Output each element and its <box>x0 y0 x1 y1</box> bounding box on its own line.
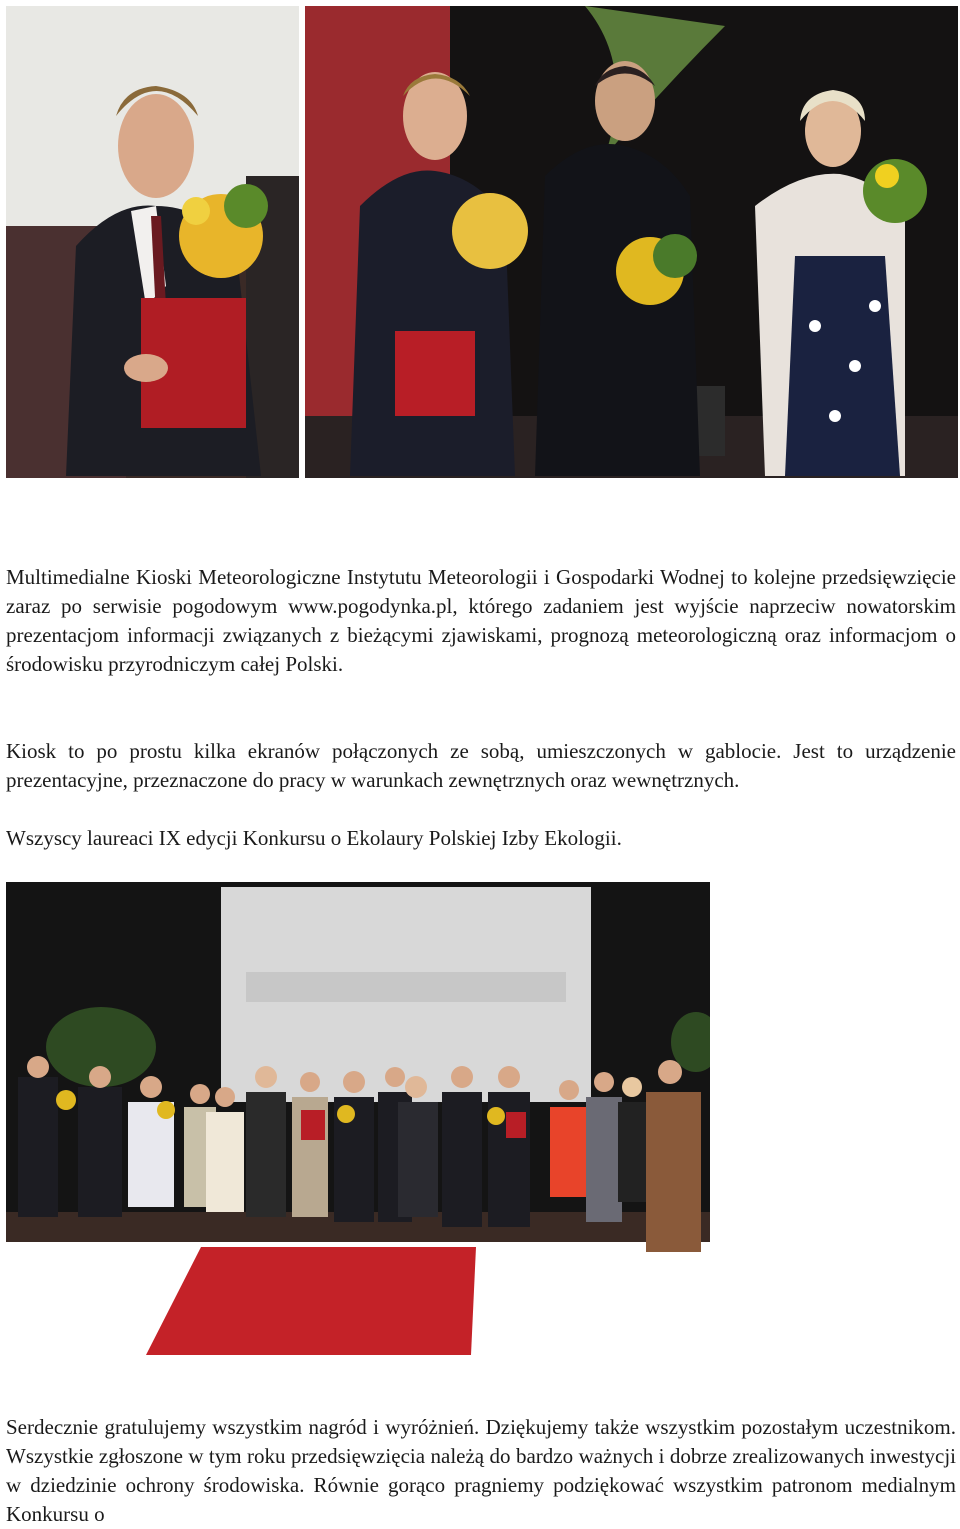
all-laureates-photo <box>6 882 710 1355</box>
photo-caption: Wszyscy laureaci IX edycji Konkursu o Ekolaury Polskiej Izby Ekologii. <box>6 826 622 850</box>
laureate-photo-graphic <box>6 6 299 478</box>
article-paragraph: Kiosk to po prostu kilka ekranów połączonych ze sobą, umieszczonych w gablocie. Jest to urządzenie prezentacyjne, przeznaczone do pracy w warunkach zewnętrznych oraz wewnętrznych. <box>6 739 956 792</box>
article-paragraph: Serdecznie gratulujemy wszystkim nagród i wyróżnień. Dziękujemy także wszystkim pozostałym uczestnikom. Wszystkie zgłoszone w tym roku przedsięwzięcia należą do bardzo ważnych i dobrze zrealizowanych inwestycji w dziedzinie ochrony środowiska. Równie gorąco pragniemy podziękować wszystkim patronom medialnym Konkursu o <box>6 1415 956 1526</box>
laureates-group-photo <box>305 6 958 478</box>
laureates-group-graphic <box>305 6 958 478</box>
laureate-photo <box>6 6 299 478</box>
article-paragraph: Multimedialne Kioski Meteorologiczne Instytutu Meteorologii i Gospodarki Wodnej to kolejne przedsięwzięcie zaraz po serwisie pogodowym www.pogodynka.pl, którego zadaniem jest wyjście naprzeciw nowatorskim prezentacjom informacji związanych z bieżącymi zjawiskami, prognozą meteorologiczną oraz informacjom o środowisku przyrodniczym całej Polski. <box>6 565 956 676</box>
all-laureates-graphic <box>6 882 710 1355</box>
